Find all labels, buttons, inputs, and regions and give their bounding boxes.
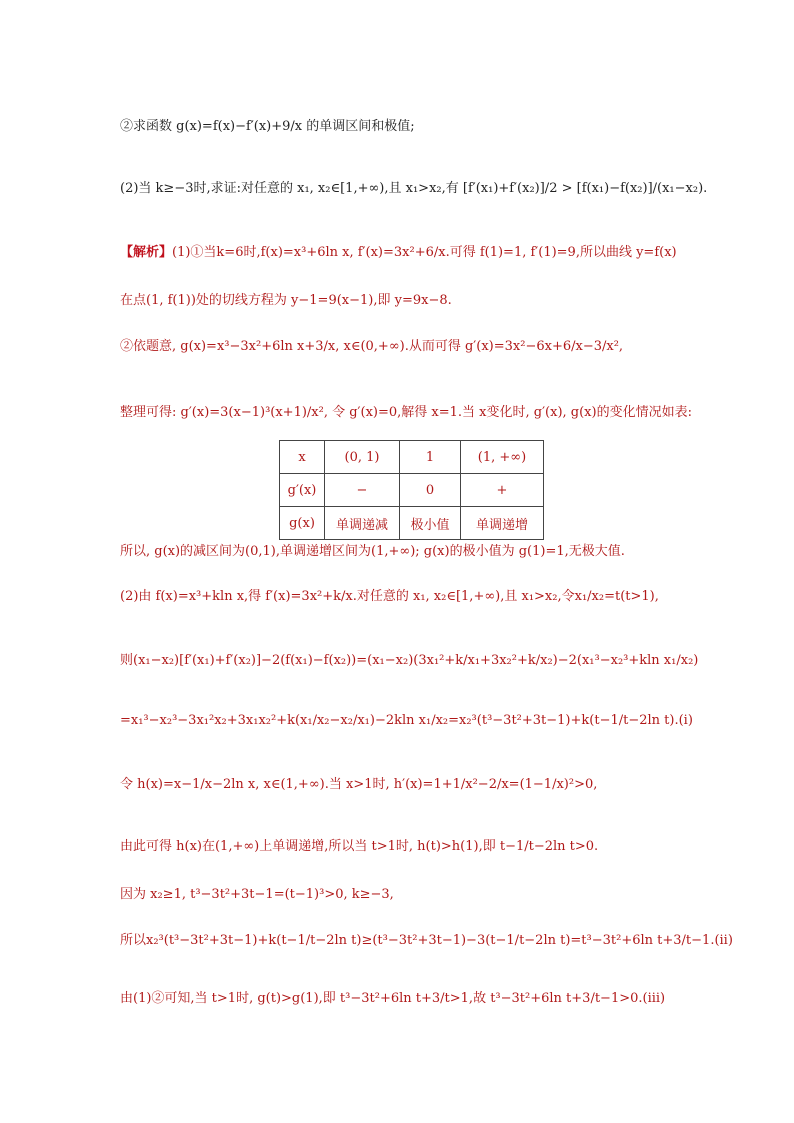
solution-line-2: 在点(1, f(1))处的切线方程为 y−1=9(x−1),即 y=9x−8. xyxy=(120,293,452,308)
table-cell: x xyxy=(280,441,325,474)
table-cell: g′(x) xyxy=(280,474,325,507)
text-line-1: ②求函数 g(x)=f(x)−f′(x)+9/x 的单调区间和极值; xyxy=(120,119,415,134)
solution-line-5: 所以, g(x)的减区间为(0,1),单调递增区间为(1,+∞); g(x)的极小值为 g(1)=1,无极大值. xyxy=(120,544,625,559)
text-line-2: (2)当 k≥−3时,求证:对任意的 x₁, x₂∈[1,+∞),且 x₁>x₂,有 [f′(x₁)+f′(x₂)]/2 > [f(x₁)−f(x₂)]/(x₁−x₂). xyxy=(120,181,708,196)
table-row xyxy=(280,441,544,474)
solution-line-7: 则(x₁−x₂)[f′(x₁)+f′(x₂)]−2(f(x₁)−f(x₂))=(x₁−x₂)(3x₁²+k/x₁+3x₂²+k/x₂)−2(x₁³−x₂³+kln x₁/x₂) xyxy=(120,653,699,668)
solution-tag: 【解析】 xyxy=(120,245,173,260)
table-cell: 极小值 xyxy=(400,507,461,540)
table-cell: + xyxy=(461,474,544,507)
solution-line-8: =x₁³−x₂³−3x₁²x₂+3x₁x₂²+k(x₁/x₂−x₂/x₁)−2kln x₁/x₂=x₂³(t³−3t²+3t−1)+k(t−1/t−2ln t).(i) xyxy=(120,713,693,728)
table-cell: g(x) xyxy=(280,507,325,540)
table-cell: (1, +∞) xyxy=(461,441,544,474)
solution-line-13: 由(1)②可知,当 t>1时, g(t)>g(1),即 t³−3t²+6ln t+3/t>1,故 t³−3t²+6ln t+3/t−1>0.(iii) xyxy=(120,991,666,1006)
table-cell: 0 xyxy=(400,474,461,507)
solution-line-9: 令 h(x)=x−1/x−2ln x, x∈(1,+∞).当 x>1时, h′(x)=1+1/x²−2/x=(1−1/x)²>0, xyxy=(120,777,598,792)
table-cell: 单调递增 xyxy=(461,507,544,540)
table-cell: (0, 1) xyxy=(325,441,400,474)
solution-line-6: (2)由 f(x)=x³+kln x,得 f′(x)=3x²+k/x.对任意的 x₁, x₂∈[1,+∞),且 x₁>x₂,令x₁/x₂=t(t>1), xyxy=(120,589,659,604)
solution-line-3: ②依题意, g(x)=x³−3x²+6ln x+3/x, x∈(0,+∞).从而可得 g′(x)=3x²−6x+6/x−3/x², xyxy=(120,339,624,354)
solution-line-1 xyxy=(120,244,677,262)
solution-text: (1)①当k=6时,f(x)=x³+6ln x, f′(x)=3x²+6/x.可得 f(1)=1, f′(1)=9,所以曲线 y=f(x) xyxy=(172,245,677,260)
table-cell: 1 xyxy=(400,441,461,474)
table-cell: − xyxy=(325,474,400,507)
table-row xyxy=(280,507,544,540)
variation-table xyxy=(279,440,544,540)
solution-line-11: 因为 x₂≥1, t³−3t²+3t−1=(t−1)³>0, k≥−3, xyxy=(120,887,394,902)
table-cell: 单调递减 xyxy=(325,507,400,540)
solution-line-4: 整理可得: g′(x)=3(x−1)³(x+1)/x², 令 g′(x)=0,解得 x=1.当 x变化时, g′(x), g(x)的变化情况如表: xyxy=(120,405,692,420)
solution-line-10: 由此可得 h(x)在(1,+∞)上单调递增,所以当 t>1时, h(t)>h(1),即 t−1/t−2ln t>0. xyxy=(120,839,599,854)
table-row xyxy=(280,474,544,507)
solution-line-12: 所以x₂³(t³−3t²+3t−1)+k(t−1/t−2ln t)≥(t³−3t²+3t−1)−3(t−1/t−2ln t)=t³−3t²+6ln t+3/t−1.(ii) xyxy=(120,933,733,948)
